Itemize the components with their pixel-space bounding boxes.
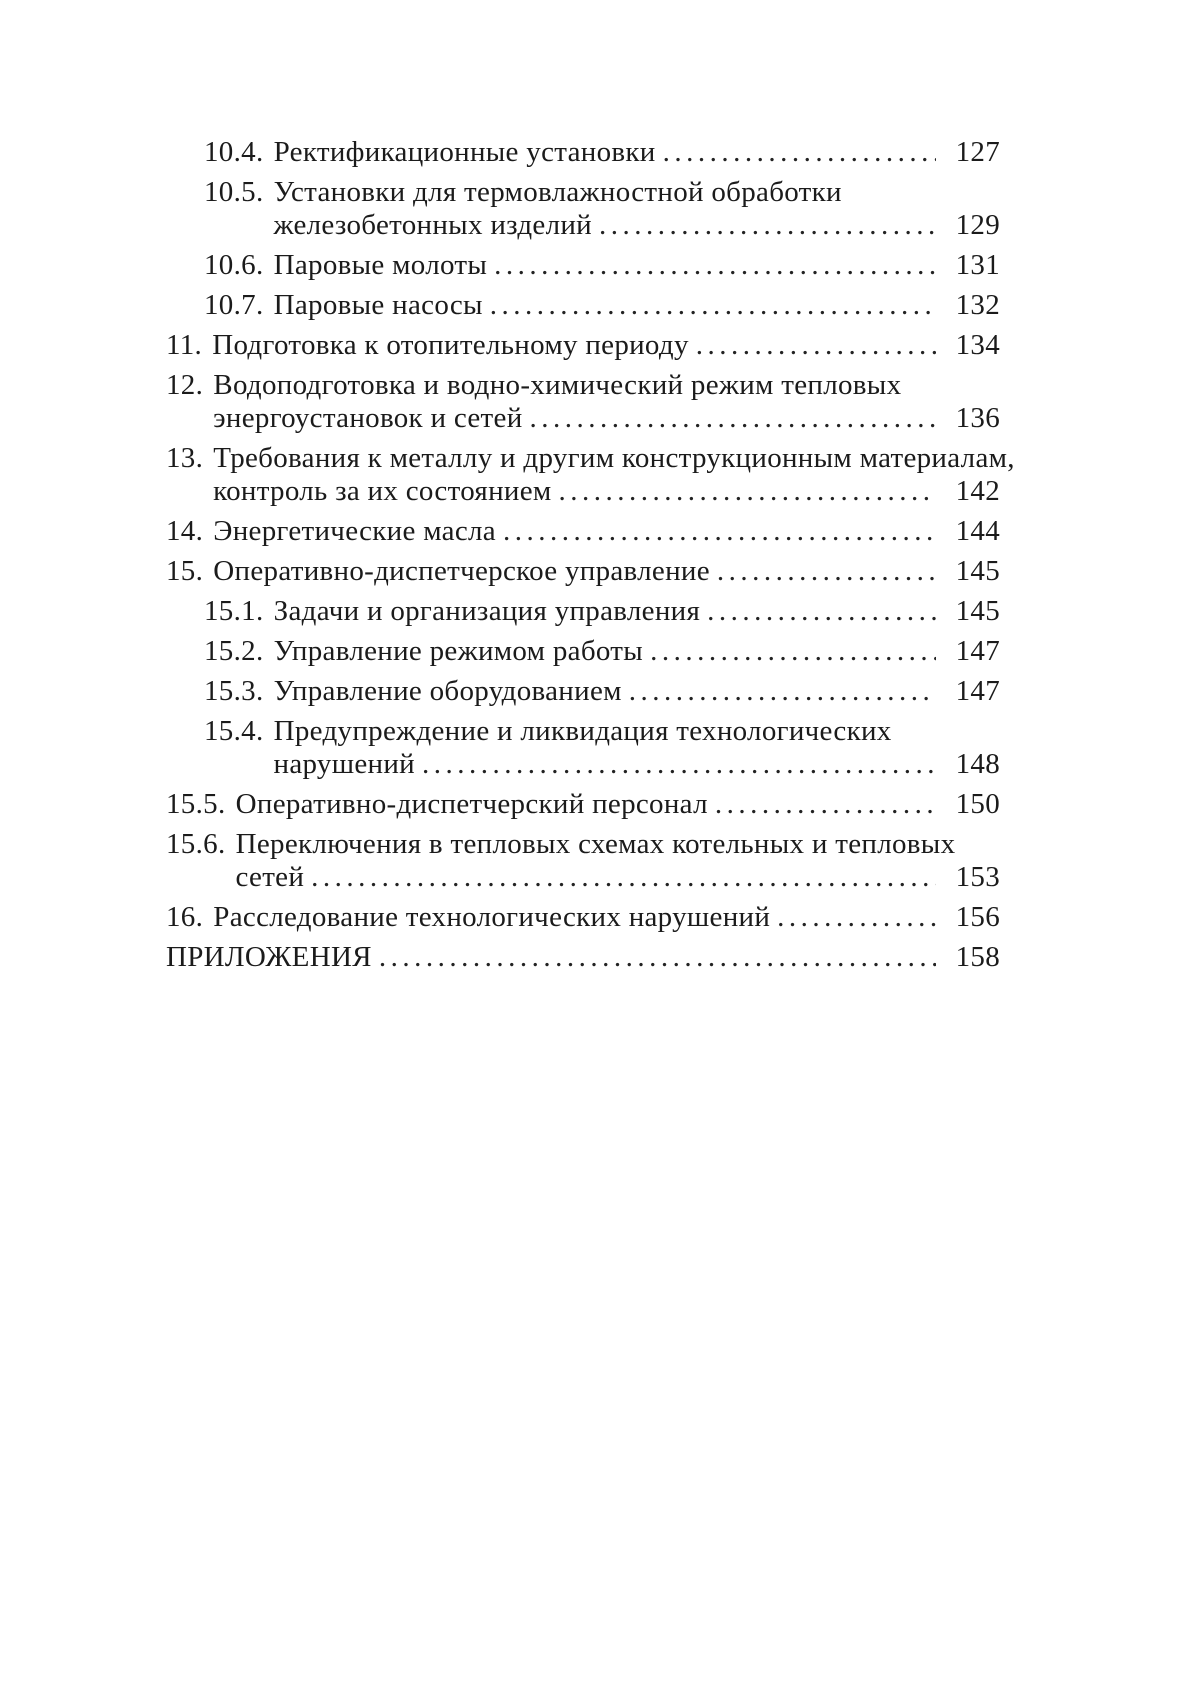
toc-line (166, 515, 1000, 548)
toc-entry (166, 249, 1000, 282)
toc-entry-title: Оперативно-диспетчерское управление (213, 555, 710, 587)
toc-entry-number: 10.5. (204, 176, 264, 208)
toc-entry-title: контроль за их состоянием (213, 475, 552, 507)
toc-entry-title: ПРИЛОЖЕНИЯ (166, 941, 372, 973)
toc-line (166, 369, 1000, 402)
dot-leader (311, 861, 936, 894)
toc-entry-title: Предупреждение и ликвидация технологических (273, 715, 892, 747)
toc-entry-title: нарушений (273, 748, 415, 780)
toc-entry-number: 16. (166, 901, 204, 933)
toc-line (166, 861, 1000, 894)
table-of-contents (166, 136, 1015, 974)
toc-line (204, 289, 1000, 322)
toc-entry-title: Подготовка к отопительному периоду (212, 329, 689, 361)
toc-entry-number: 15.5. (166, 788, 226, 820)
toc-entry-title: Требования к металлу и другим конструкционным материалам, (213, 442, 1015, 474)
toc-page-number: 129 (955, 209, 1000, 241)
toc-page-number: 150 (955, 788, 1000, 820)
toc-entry (166, 555, 1000, 588)
toc-page-number: 158 (955, 941, 1000, 973)
toc-entry-number: 11. (166, 329, 203, 361)
dot-leader (422, 748, 936, 781)
toc-entry-number: 14. (166, 515, 204, 547)
toc-line (166, 555, 1000, 588)
dot-leader (777, 901, 936, 934)
toc-entry (166, 828, 1000, 894)
toc-line (166, 442, 1015, 475)
toc-entry-title: Паровые молоты (273, 249, 488, 281)
toc-line (166, 475, 1000, 508)
toc-line (204, 748, 1000, 781)
toc-page-number: 145 (955, 555, 1000, 587)
toc-entry-number: 12. (166, 369, 204, 401)
toc-entry (166, 675, 1000, 708)
dot-leader (629, 675, 936, 708)
toc-entry-number: 15.1. (204, 595, 264, 627)
toc-entry-title: Управление оборудованием (273, 675, 622, 707)
dot-leader (707, 595, 936, 628)
toc-page-number: 147 (955, 635, 1000, 667)
toc-entry (166, 289, 1000, 322)
toc-entry (166, 941, 1000, 974)
toc-entry-number: 15.4. (204, 715, 264, 747)
dot-leader (490, 289, 936, 322)
toc-page-number: 134 (955, 329, 1000, 361)
toc-entry-number: 10.6. (204, 249, 264, 281)
toc-entry (166, 595, 1000, 628)
toc-line (204, 595, 1000, 628)
toc-entry (166, 369, 1000, 435)
toc-entry-title: сетей (235, 861, 305, 893)
toc-entry-title: Установки для термовлажностной обработки (273, 176, 842, 208)
toc-entry-number: 10.7. (204, 289, 264, 321)
toc-page-number: 127 (955, 136, 1000, 168)
toc-line (166, 788, 1000, 821)
toc-entry (166, 329, 1000, 362)
dot-leader (696, 329, 936, 362)
toc-line (204, 249, 1000, 282)
dot-leader (379, 941, 936, 974)
toc-entry-number: 15.3. (204, 675, 264, 707)
toc-line (166, 329, 1000, 362)
dot-leader (599, 209, 936, 242)
toc-page-number: 148 (955, 748, 1000, 780)
toc-entry-number: 10.4. (204, 136, 264, 168)
toc-line (166, 901, 1000, 934)
toc-line (204, 635, 1000, 668)
toc-entry-number: 13. (166, 442, 204, 474)
toc-entry-title: Паровые насосы (273, 289, 483, 321)
toc-entry-title: Водоподготовка и водно-химический режим тепловых (213, 369, 902, 401)
toc-entry (166, 442, 1015, 508)
toc-page-number: 145 (955, 595, 1000, 627)
toc-line (204, 176, 1000, 209)
toc-page-number: 144 (955, 515, 1000, 547)
toc-entry-number: 15.2. (204, 635, 264, 667)
toc-line (204, 715, 1000, 748)
toc-page-number: 147 (955, 675, 1000, 707)
toc-entry-title: энергоустановок и сетей (213, 402, 523, 434)
toc-entry-number: 15. (166, 555, 204, 587)
toc-entry-title: Оперативно-диспетчерский персонал (235, 788, 708, 820)
toc-page-number: 136 (955, 402, 1000, 434)
toc-entry (166, 515, 1000, 548)
toc-page-number: 156 (955, 901, 1000, 933)
toc-entry-title: Переключения в тепловых схемах котельных и тепловых (235, 828, 956, 860)
toc-line (166, 941, 1000, 974)
toc-page-number: 142 (955, 475, 1000, 507)
dot-leader (503, 515, 936, 548)
dot-leader (650, 635, 936, 668)
toc-line (204, 209, 1000, 242)
toc-entry (166, 176, 1000, 242)
toc-entry (166, 715, 1000, 781)
dot-leader (559, 475, 936, 508)
toc-entry-title: Задачи и организация управления (273, 595, 701, 627)
toc-page-number: 153 (955, 861, 1000, 893)
dot-leader (530, 402, 936, 435)
toc-page-number: 131 (955, 249, 1000, 281)
toc-entry-title: Энергетические масла (213, 515, 496, 547)
toc-line (204, 675, 1000, 708)
dot-leader (494, 249, 936, 282)
toc-entry (166, 788, 1000, 821)
toc-entry (166, 901, 1000, 934)
toc-line (204, 136, 1000, 169)
toc-page-number: 132 (955, 289, 1000, 321)
toc-entry (166, 635, 1000, 668)
toc-entry-title: Расследование технологических нарушений (213, 901, 771, 933)
dot-leader (717, 555, 936, 588)
toc-line (166, 828, 1000, 861)
toc-entry-title: железобетонных изделий (273, 209, 593, 241)
toc-line (166, 402, 1000, 435)
dot-leader (663, 136, 936, 169)
toc-entry (166, 136, 1000, 169)
toc-entry-title: Управление режимом работы (273, 635, 644, 667)
toc-entry-title: Ректификационные установки (273, 136, 656, 168)
toc-entry-number: 15.6. (166, 828, 226, 860)
dot-leader (715, 788, 936, 821)
